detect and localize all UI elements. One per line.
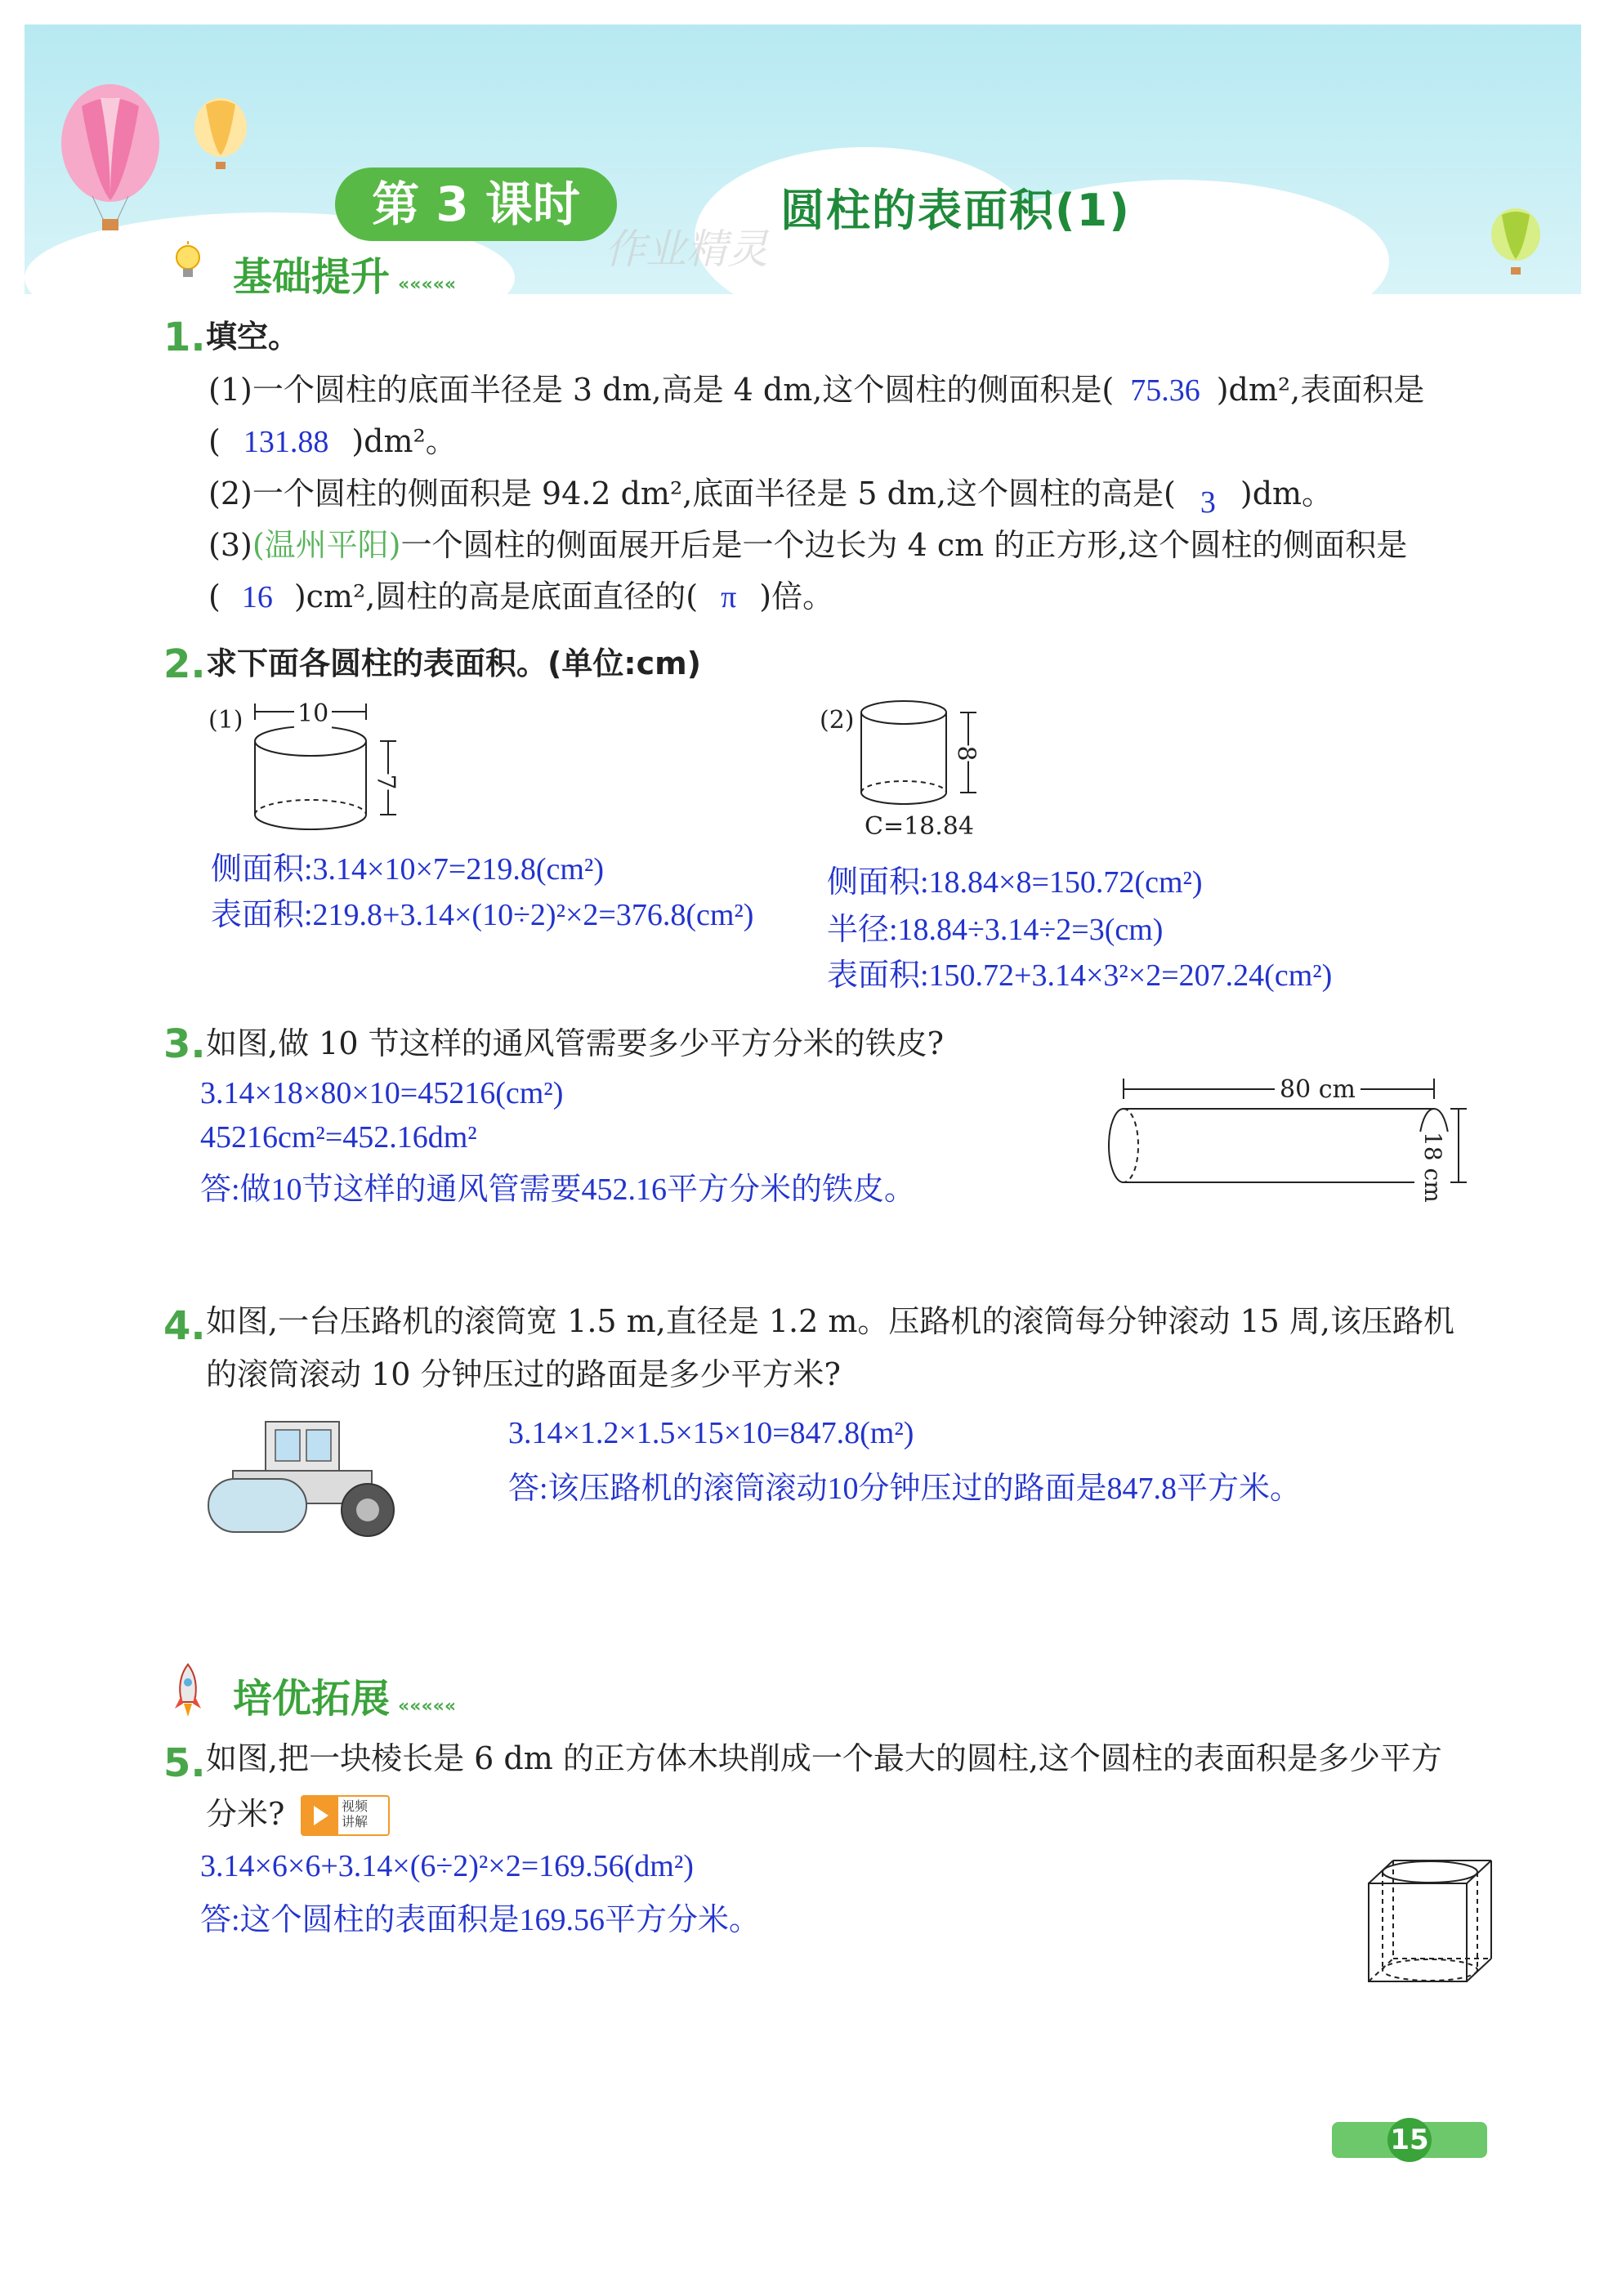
q1-p1-text-b: )dm²,表面积是	[1216, 372, 1425, 408]
question-4-title-line1: 如图,一台压路机的滚筒宽 1.5 m,直径是 1.2 m。压路机的滚筒每分钟滚动 15 周,该压路机	[206, 1303, 1455, 1339]
q5-answer-line1: 3.14×6×6+3.14×(6÷2)²×2=169.56(dm²)	[200, 1849, 694, 1883]
question-5-number: 5.	[163, 1740, 206, 1786]
q3-answer-line2: 45216cm²=452.16dm²	[200, 1120, 477, 1155]
question-5-title-line2: 分米?	[206, 1796, 285, 1832]
q1-part2-line	[208, 476, 1334, 520]
balloon-icon	[53, 82, 168, 237]
fig1-label: (1)	[208, 706, 244, 735]
watermark: 作业精灵	[605, 226, 768, 273]
q1-p3-answer1: 16	[241, 580, 273, 614]
question-2-title: 求下面各圆柱的表面积。(单位:cm)	[206, 645, 702, 681]
balloon-icon	[188, 96, 253, 178]
q1-p1-text-d: )dm²。	[351, 423, 457, 459]
q1-p3-source: (温州平阳)	[252, 527, 401, 563]
q1-p2-answer: 3	[1200, 485, 1216, 520]
q2-answer1-line2: 表面积:219.8+3.14×(10÷2)²×2=376.8(cm²)	[211, 898, 754, 932]
q1-p3-text-d: )cm²,圆柱的高是底面直径的(	[293, 578, 699, 614]
cube-cylinder-figure	[1360, 1851, 1499, 2002]
section-arrows: «««««	[398, 275, 457, 295]
pipe-diameter-label: 18 cm	[1414, 1132, 1450, 1203]
q2-answer2-line3: 表面积:150.72+3.14×3²×2=207.24(cm²)	[827, 958, 1333, 993]
q1-p1-answer1: 75.36	[1130, 373, 1200, 408]
question-3-title: 如图,做 10 节这样的通风管需要多少平方分米的铁皮?	[206, 1025, 944, 1061]
fig2-height-label: 8	[948, 745, 984, 761]
q1-p3-text-a: (3)	[208, 527, 252, 563]
q1-part1-line1	[208, 372, 1424, 409]
section-basic-title: 基础提升	[233, 254, 391, 300]
fig1-diameter-label: 10	[294, 696, 332, 732]
section-advanced-title: 培优拓展	[233, 1676, 391, 1722]
q1-p1-answer2: 131.88	[243, 425, 329, 459]
q1-p1-text-c: (	[208, 423, 221, 459]
q1-p2-text-b: )dm。	[1240, 476, 1334, 511]
fig1-height-label: 7	[368, 774, 404, 789]
q4-answer-line2: 答:该压路机的滚筒滚动10分钟压过的路面是847.8平方米。	[508, 1472, 1302, 1506]
q4-answer-line1: 3.14×1.2×1.5×15×10=847.8(m²)	[508, 1416, 914, 1450]
q2-answer1-line1: 侧面积:3.14×10×7=219.8(cm²)	[211, 852, 604, 887]
q1-part3-line2	[208, 578, 833, 615]
section-basic	[233, 245, 456, 302]
page-number: 15	[1387, 2118, 1432, 2162]
play-icon	[302, 1797, 338, 1834]
q3-answer-line1: 3.14×18×80×10=45216(cm²)	[200, 1076, 564, 1110]
q2-answer2-line2: 半径:18.84÷3.14÷2=3(cm)	[827, 913, 1164, 947]
video-label-line2: 讲解	[342, 1814, 369, 1829]
q1-p1-text-a: (1)一个圆柱的底面半径是 3 dm,高是 4 dm,这个圆柱的侧面积是(	[208, 372, 1115, 408]
balloon-icon	[1487, 208, 1544, 286]
video-explain-button[interactable]	[301, 1795, 390, 1836]
road-roller-icon	[200, 1414, 413, 1544]
lesson-tag: 第 3 课时	[335, 168, 617, 241]
q1-p3-answer2: π	[721, 580, 737, 614]
question-2-number: 2.	[163, 641, 206, 687]
q1-p3-text-b: 一个圆柱的侧面展开后是一个边长为 4 cm 的正方形,这个圆柱的侧面积是	[400, 527, 1408, 563]
fig2-label: (2)	[820, 706, 855, 735]
lesson-title: 圆柱的表面积(1)	[780, 185, 1131, 236]
q1-p3-text-c: (	[208, 578, 221, 614]
question-4-title-line2: 的滚筒滚动 10 分钟压过的路面是多少平方米?	[206, 1356, 841, 1392]
q2-answer2-line1: 侧面积:18.84×8=150.72(cm²)	[827, 865, 1203, 900]
q5-answer-line2: 答:这个圆柱的表面积是169.56平方分米。	[200, 1903, 761, 1937]
video-label-line1: 视频	[342, 1798, 369, 1814]
video-explain-label	[342, 1798, 368, 1829]
q3-answer-line3: 答:做10节这样的通风管需要452.16平方分米的铁皮。	[200, 1173, 916, 1207]
q1-p2-text-a: (2)一个圆柱的侧面积是 94.2 dm²,底面半径是 5 dm,这个圆柱的高是(	[208, 476, 1176, 511]
q1-part1-line2	[208, 423, 457, 460]
fig2-circumference-label: C=18.84	[865, 812, 974, 841]
question-4-number: 4.	[163, 1303, 206, 1349]
pipe-length-label: 80 cm	[1275, 1072, 1360, 1108]
question-3-number: 3.	[163, 1021, 206, 1067]
rocket-icon	[172, 1663, 204, 1720]
question-1-number: 1.	[163, 315, 206, 360]
q1-p3-text-e: )倍。	[759, 578, 834, 614]
question-1-title: 填空。	[206, 319, 300, 355]
lightbulb-icon	[172, 241, 204, 290]
question-5-title-line1: 如图,把一块棱长是 6 dm 的正方体木块削成一个最大的圆柱,这个圆柱的表面积是多少平方	[206, 1740, 1442, 1776]
q1-part3-line1	[208, 527, 1407, 563]
section-arrows: «««««	[398, 1696, 457, 1717]
section-advanced	[233, 1667, 456, 1723]
